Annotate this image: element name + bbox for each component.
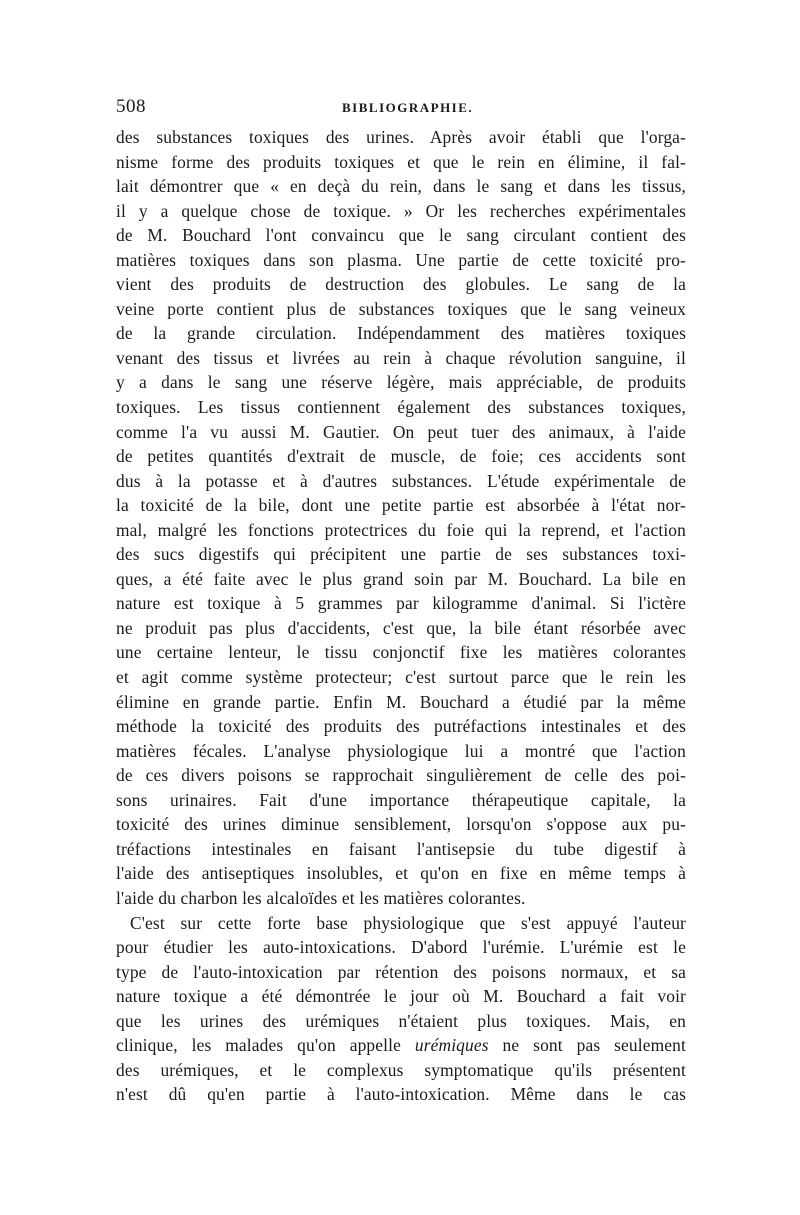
text-line: des urémiques, et le complexus symptomatique qu'ils présentent xyxy=(116,1059,686,1080)
text-line: ques, a été faite avec le plus grand soin par M. Bouchard. La bile en xyxy=(116,568,686,589)
text-line: nature toxique a été démontrée le jour où M. Bouchard a fait voir xyxy=(116,986,686,1007)
text-line: de petites quantités d'extrait de muscle, de foie; ces accidents sont xyxy=(116,446,686,467)
text-line: pour étudier les auto-intoxications. D'abord l'urémie. L'urémie est le xyxy=(116,937,686,958)
text-line: sons urinaires. Fait d'une importance thérapeutique capitale, la xyxy=(116,789,686,810)
text-line: y a dans le sang une réserve légère, mais appréciable, de produits xyxy=(116,372,686,393)
text-line: et agit comme système protecteur; c'est surtout parce que le rein les xyxy=(116,667,686,688)
text-line: élimine en grande partie. Enfin M. Bouchard a étudié par la même xyxy=(116,691,686,712)
text-line: de la grande circulation. Indépendamment des matières toxiques xyxy=(116,323,686,344)
text-line: C'est sur cette forte base physiologique que s'est appuyé l'auteur xyxy=(130,912,686,933)
text-span: ne sont pas seulement xyxy=(488,1035,686,1056)
text-line: dus à la potasse et à d'autres substances. L'étude expérimentale de xyxy=(116,470,686,491)
text-line: veine porte contient plus de substances toxiques que le sang veineux xyxy=(116,298,686,319)
text-line xyxy=(116,1033,686,1058)
text-line: l'aide du charbon les alcaloïdes et les matières colorantes. xyxy=(116,887,526,908)
text-line: des substances toxiques des urines. Après avoir établi que l'orga- xyxy=(116,127,686,147)
text-line: lait démontrer que « en deçà du rein, dans le sang et dans les tissus, xyxy=(116,176,686,197)
text-line: vient des produits de destruction des globules. Le sang de la xyxy=(116,274,686,295)
text-line: de ces divers poisons se rapprochait singulièrement de celle des poi- xyxy=(116,765,686,786)
text-line: comme l'a vu aussi M. Gautier. On peut tuer des animaux, à l'aide xyxy=(116,421,686,442)
text-line: venant des tissus et livrées au rein à chaque révolution sanguine, il xyxy=(116,347,686,368)
text-line: type de l'auto-intoxication par rétention des poisons normaux, et sa xyxy=(116,961,686,982)
paragraph xyxy=(116,125,686,911)
text-line: de M. Bouchard l'ont convaincu que le sang circulant contient des xyxy=(116,225,686,246)
text-line: une certaine lenteur, le tissu conjonctif fixe les matières colorantes xyxy=(116,642,686,663)
text-line: n'est dû qu'en partie à l'auto-intoxication. Même dans le cas xyxy=(116,1084,686,1105)
text-line: tréfactions intestinales en faisant l'antisepsie du tube digestif à xyxy=(116,838,686,859)
text-line: toxicité des urines diminue sensiblement, lorsqu'on s'oppose aux pu- xyxy=(116,814,686,835)
italic-term: urémiques xyxy=(414,1035,489,1056)
text-line: la toxicité de la bile, dont une petite partie est absorbée à l'état nor- xyxy=(116,495,686,516)
paragraph xyxy=(116,911,686,1107)
text-line: il y a quelque chose de toxique. » Or les recherches expérimentales xyxy=(116,200,686,221)
page-number: 508 xyxy=(116,96,146,117)
text-span: clinique, les malades qu'on appelle xyxy=(116,1035,415,1056)
text-line: nisme forme des produits toxiques et que le rein en élimine, il fal- xyxy=(116,151,686,172)
text-line: matières fécales. L'analyse physiologique lui a montré que l'action xyxy=(116,740,686,761)
text-line: l'aide des antiseptiques insolubles, et qu'on en fixe en même temps à xyxy=(116,863,686,884)
running-title: BIBLIOGRAPHIE. xyxy=(342,100,474,115)
text-line: mal, malgré les fonctions protectrices du foie qui la reprend, et l'action xyxy=(116,519,686,540)
text-line: matières toxiques dans son plasma. Une partie de cette toxicité pro- xyxy=(116,249,686,270)
text-line: toxiques. Les tissus contiennent également des substances toxiques, xyxy=(116,397,686,418)
text-line: des sucs digestifs qui précipitent une partie de ses substances toxi- xyxy=(116,544,686,565)
text-line: méthode la toxicité des produits des putréfactions intestinales et des xyxy=(116,716,686,737)
text-line: ne produit pas plus d'accidents, c'est que, la bile étant résorbée avec xyxy=(116,617,686,638)
page-header xyxy=(116,96,686,120)
text-line: nature est toxique à 5 grammes par kilogramme d'animal. Si l'ictère xyxy=(116,593,686,614)
text-line: que les urines des urémiques n'étaient plus toxiques. Mais, en xyxy=(116,1010,686,1031)
body-text xyxy=(116,125,686,1107)
